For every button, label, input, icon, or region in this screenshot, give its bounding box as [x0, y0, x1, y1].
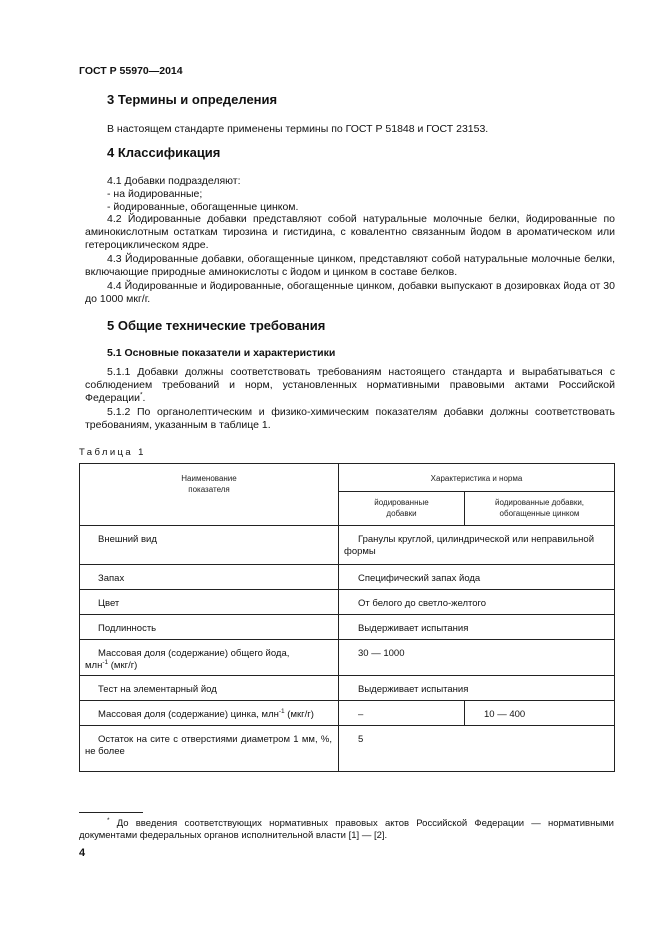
row-value: 5	[339, 726, 615, 772]
row-name	[80, 640, 339, 676]
row-name: Подлинность	[80, 615, 339, 640]
section-5-heading: 5 Общие технические требования	[107, 318, 326, 333]
row-name: Тест на элементарный йод	[80, 676, 339, 701]
table-row	[80, 526, 615, 565]
row-name-text: Остаток на сите с отверстиями диаметром 1 мм, %, не более	[85, 734, 332, 757]
clause-5-1-2: 5.1.2 По органолептическим и физико-химическим показателям добавки должны соответствовать требованиям, указанным в таблице 1.	[85, 406, 615, 432]
table-row	[80, 615, 615, 640]
header-indicator-name-text: Наименование показателя	[181, 474, 237, 494]
clause-4-1-item-2: - йодированные, обогащенные цинком.	[107, 201, 299, 213]
table-row	[80, 701, 615, 726]
row-name-line-2	[85, 660, 332, 672]
subsection-5-1-heading: 5.1 Основные показатели и характеристики	[107, 347, 336, 359]
row-name-unit-exp: -1	[102, 658, 109, 666]
footnote-ref-mark: *	[139, 391, 143, 399]
row-name	[80, 701, 339, 726]
section-4-heading: 4 Классификация	[107, 145, 221, 160]
requirements-table	[79, 463, 615, 772]
row-name: Цвет	[80, 590, 339, 615]
document-header: ГОСТ Р 55970—2014	[79, 65, 183, 77]
row-value	[339, 526, 615, 565]
section-3-heading: 3 Термины и определения	[107, 92, 278, 107]
clause-4-2: 4.2 Йодированные добавки представляют собой натуральные молочные белки, йодированные по аминокислотным остаткам тирозина и гистидина, с ковалентно связанным йодом в ароматическом или гетероциклическом ядре.	[85, 213, 615, 252]
row-value: Выдерживает испытания	[339, 615, 615, 640]
clause-5-1-1-text: 5.1.1 Добавки должны соответствовать требованиям настоящего стандарта и вырабатываться с соблюдением требований и норм, установленных нормативными правовыми актами Российской Федерации	[85, 366, 615, 405]
page-number: 4	[79, 847, 86, 859]
footnote-divider	[79, 812, 143, 813]
row-name-unit-tail: (мкг/г)	[108, 660, 138, 671]
table-row	[80, 676, 615, 701]
table-row	[80, 590, 615, 615]
header-characteristic-group: Характеристика и норма	[339, 464, 615, 492]
header-col-iodized	[339, 492, 465, 526]
row-name	[80, 726, 339, 772]
clause-4-4: 4.4 Йодированные и йодированные, обогащенные цинком, добавки выпускают в дозировках йода от 30 до 1000 мкг/г.	[85, 280, 615, 306]
clause-4-1-item-1: - на йодированные;	[107, 188, 203, 200]
row-name-unit: млн	[85, 660, 103, 671]
clause-5-1-1	[85, 366, 615, 406]
row-value: 30 — 1000	[339, 640, 615, 676]
row-value-iodized-zinc: 10 — 400	[465, 701, 615, 726]
row-name-line-1: Массовая доля (содержание) общего йода,	[98, 648, 290, 659]
row-value-iodized: –	[339, 701, 465, 726]
table-caption: Таблица 1	[79, 447, 146, 458]
header-indicator-name	[80, 464, 339, 526]
row-name: Запах	[80, 565, 339, 590]
clause-5-1-1-end: .	[142, 392, 146, 405]
footnote-text: До введения соответствующих нормативных правовых актов Российской Федерации — нормативными документами федеральных органов исполнительной власти [1] — [2].	[79, 818, 614, 841]
row-name-unit-exp: -1	[278, 707, 285, 715]
row-name: Внешний вид	[80, 526, 339, 565]
table-row	[80, 640, 615, 676]
row-name-unit-tail: (мкг/г)	[284, 709, 314, 720]
row-value: От белого до светло-желтого	[339, 590, 615, 615]
header-col-iodized-zinc	[465, 492, 615, 526]
clause-4-3: 4.3 Йодированные добавки, обогащенные цинком, представляют собой натуральные молочные белки, включающие природные аминокислоты с йодом и цинком в составе белков.	[85, 253, 615, 279]
row-value: Специфический запах йода	[339, 565, 615, 590]
footnote	[79, 818, 614, 842]
row-value-text: Гранулы круглой, цилиндрической или неправильной формы	[344, 534, 595, 557]
table-row	[80, 726, 615, 772]
row-name-text: Массовая доля (содержание) цинка, млн	[98, 709, 279, 720]
row-value: Выдерживает испытания	[339, 676, 615, 701]
section-3-text: В настоящем стандарте применены термины по ГОСТ Р 51848 и ГОСТ 23153.	[107, 123, 489, 135]
header-col-iodized-zinc-text: йодированные добавки, обогащенные цинком	[494, 498, 585, 518]
table-row	[80, 565, 615, 590]
clause-4-1: 4.1 Добавки подразделяют:	[107, 175, 241, 187]
header-col-iodized-text: йодированные добавки	[374, 498, 429, 518]
footnote-mark: *	[107, 816, 110, 824]
